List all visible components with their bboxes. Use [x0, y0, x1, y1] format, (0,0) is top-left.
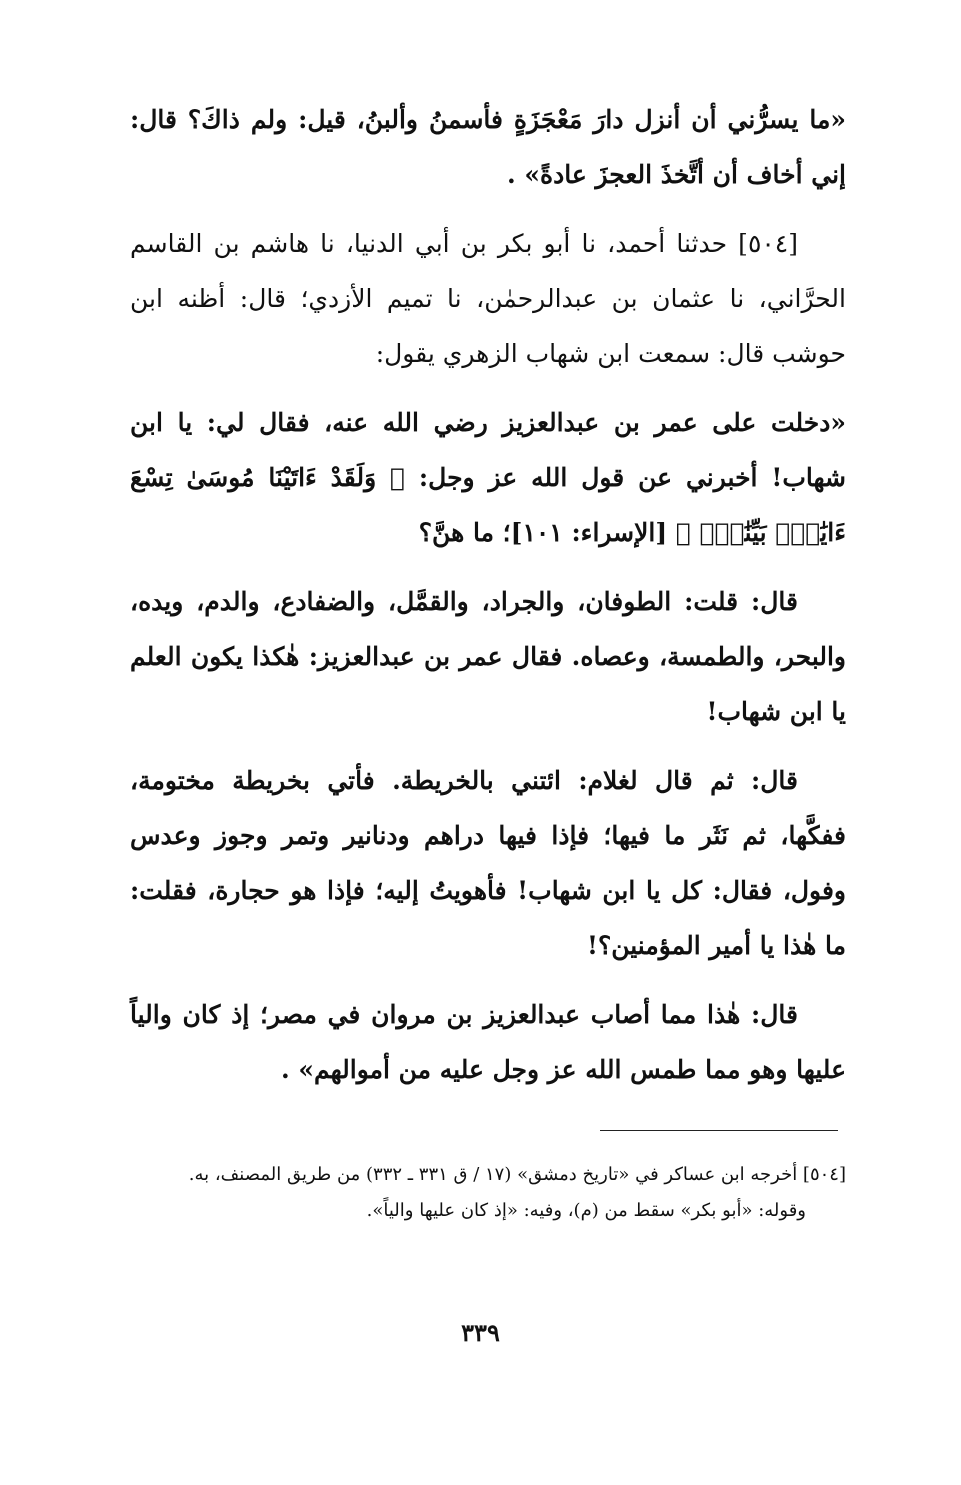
footnote-divider	[600, 1130, 838, 1131]
paragraph-quote-umar: «دخلت على عمر بن عبدالعزيز رضي الله عنه، فقال لي: يا ابن شهاب! أخبرني عن قول الله عز وجل: ﴿ وَلَقَدْ ءَاتَيْنَا مُوسَىٰ تِسْعَ ءَايَٰتٍۭ بَيِّنَٰتٍۖ ﴾ [الإسراء: ١٠١]؛ ما هنَّ؟	[130, 408, 846, 547]
paragraph-sealed-bag: قال: ثم قال لغلام: ائتني بالخريطة. فأتي بخريطة مختومة، ففكَّها، ثم نَثَر ما فيها؛ فإذا فيها دراهم ودنانير وتمر وجوز وعدس وفول، فقال: كل يا ابن شهاب! فأهويتُ إليه؛ فإذا هو حجارة، فقلت: ما هٰذا يا أمير المؤمنين؟!	[130, 766, 846, 960]
main-text	[130, 92, 846, 1097]
page-number: ٣٣٩	[461, 1318, 500, 1347]
paragraph-nine-signs: قال: قلت: الطوفان، والجراد، والقمَّل، والضفادع، والدم، ويده، والبحر، والطمسة، وعصاه. فقال عمر بن عبدالعزيز: هٰكذا يكون العلم يا ابن شهاب!	[130, 587, 846, 726]
paragraph-isnad-504: [٥٠٤] حدثنا أحمد، نا أبو بكر بن أبي الدنيا، نا هاشم بن القاسم الحرَّاني، نا عثمان بن عبدالرحمٰن، نا تميم الأزدي؛ قال: أظنه ابن حوشب قال: سمعت ابن شهاب الزهري يقول:	[130, 229, 846, 368]
footnote-variant: وقوله: «أبو بكر» سقط من (م)، وفيه: «إذ كان عليها والياً».	[366, 1200, 806, 1221]
footnotes	[130, 1157, 846, 1229]
paragraph-quote-end: «ما يسرُّني أن أنزل دارَ مَعْجَزَةٍ فأسمنُ وألبنُ، قيل: ولم ذاكَ؟ قال: إني أخاف أن أتَّخذَ العجزَ عادةً» .	[130, 105, 846, 189]
paragraph-conclusion: قال: هٰذا مما أصاب عبدالعزيز بن مروان في مصر؛ إذ كان والياً عليها وهو مما طمس الله عز وجل عليه من أموالهم» .	[130, 1000, 846, 1084]
footnote-504: [٥٠٤] أخرجه ابن عساكر في «تاريخ دمشق» (١٧ / ق ٣٣١ ـ ٣٣٢) من طريق المصنف، به.	[188, 1164, 846, 1185]
